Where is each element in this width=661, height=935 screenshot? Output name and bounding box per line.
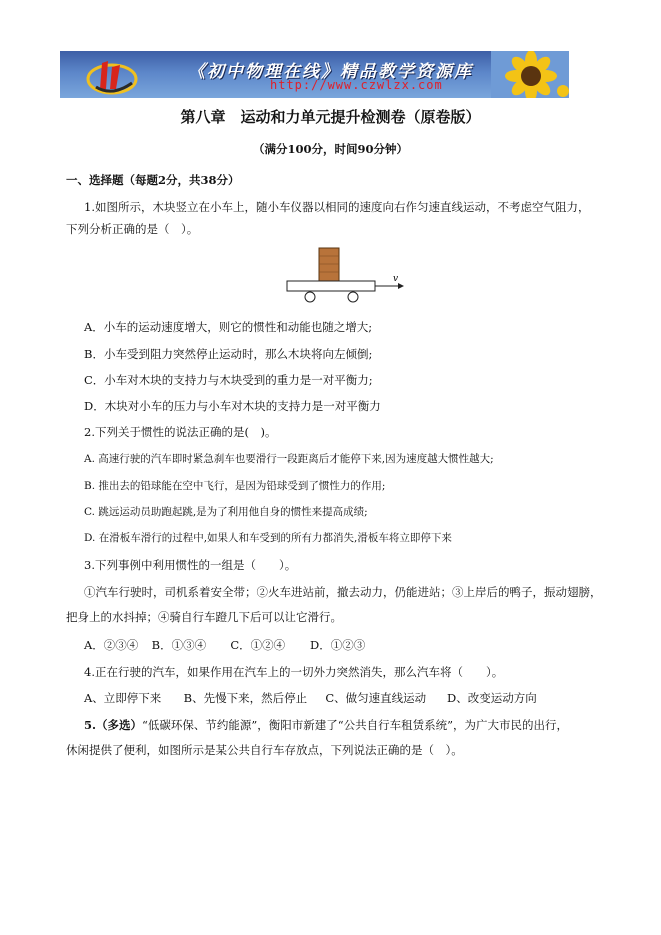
q3-option-c: C．①②④: [230, 638, 286, 652]
q5-stem-line2: 休闲提供了便利，如图所示是某公共自行车存放点，下列说法正确的是（ ）。: [66, 743, 463, 757]
q4-options: [84, 690, 537, 706]
q1-option-d: D．木块对小车的压力与小车对木块的支持力是一对平衡力: [84, 399, 381, 413]
q3-option-d: D．①②③: [309, 638, 366, 652]
q1-option-b: B．小车受到阻力突然停止运动时，那么木块将向左倾倒;: [84, 347, 373, 361]
banner-url[interactable]: http://www.czwlzx.com: [270, 78, 443, 92]
q5-tag: 5.（多选）: [84, 718, 143, 732]
q3-options: [84, 637, 365, 653]
q4-option-d: D、改变运动方向: [446, 691, 537, 705]
q1-option-a: A．小车的运动速度增大，则它的惯性和动能也随之增大;: [84, 320, 373, 334]
q5-stem-line1-text: “低碳环保、节约能源”，衡阳市新建了“公共自行车租赁系统”，为广大市民的出行，: [142, 718, 569, 732]
cart-block-diagram: [284, 246, 408, 306]
q3-option-a: A．②③④: [84, 638, 139, 652]
q1-option-c: C．小车对木块的支持力与木块受到的重力是一对平衡力;: [84, 373, 373, 387]
q1-stem-line2: 下列分析正确的是（ ）。: [66, 222, 199, 236]
wood-block: [319, 248, 339, 281]
q4-stem: 4.正在行驶的汽车，如果作用在汽车上的一切外力突然消失，那么汽车将（ ）。: [84, 665, 504, 679]
section-heading: 一、选择题（每题2分，共38分）: [66, 173, 240, 187]
q4-option-a: A、立即停下来: [84, 691, 162, 705]
q3-body-line2: 把身上的水抖掉；④骑自行车蹬几下后可以让它滑行。: [66, 610, 342, 624]
q2-option-b: B. 推出去的铅球能在空中飞行，是因为铅球受到了惯性力的作用;: [84, 480, 386, 492]
page-title: 第八章 运动和力单元提升检测卷（原卷版）: [180, 108, 481, 126]
sunflower-icon: [491, 51, 569, 98]
q3-stem: 3.下列事例中利用惯性的一组是（ ）。: [84, 558, 297, 572]
q4-option-b: B、先慢下来，然后停止: [183, 691, 308, 705]
cart-body: [287, 281, 375, 291]
page-subtitle: （满分100分，时间90分钟）: [252, 142, 408, 156]
q3-body-line1: ①汽车行驶时，司机系着安全带；②火车进站前，撤去动力，仍能进站；③上岸后的鸭子，振动翅膀，: [84, 585, 602, 599]
header-banner: [60, 51, 569, 98]
q2-option-d: D. 在滑板车滑行的过程中,如果人和车受到的所有力都消失,滑板车将立即停下来: [84, 532, 452, 544]
q2-option-c: C. 跳远运动员助跑起跳,是为了利用他自身的惯性来提高成绩;: [84, 506, 368, 518]
q4-option-c: C、做匀速直线运动: [325, 691, 427, 705]
cart-wheel-left: [305, 292, 315, 302]
site-logo-icon: [82, 53, 142, 97]
q1-stem-line1: 1.如图所示，木块竖立在小车上，随小车仪器以相同的速度向右作匀速直线运动，不考虑空气阻力，: [84, 200, 590, 214]
velocity-label: v: [393, 274, 399, 284]
q5-stem-line1: [84, 717, 568, 733]
banner-title: 《初中物理在线》精品教学资源库: [188, 62, 473, 82]
q2-option-a: A. 高速行驶的汽车即时紧急刹车也要滑行一段距离后才能停下来,因为速度越大惯性越大;: [84, 453, 494, 465]
q2-stem: 2.下列关于惯性的说法正确的是( )。: [84, 425, 277, 439]
cart-wheel-right: [348, 292, 358, 302]
q3-option-b: B．①③④: [151, 638, 207, 652]
